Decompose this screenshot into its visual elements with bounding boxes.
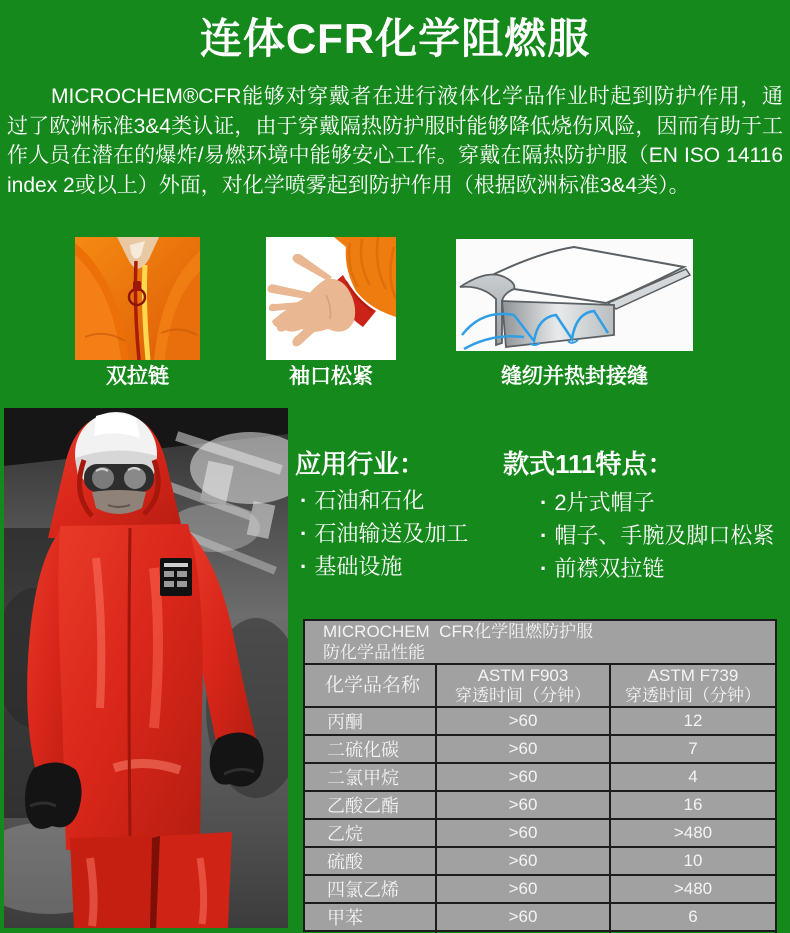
feature-sealed-seam [456,239,693,351]
applications-item: · 石油和石化 [300,488,425,513]
page-title: 连体CFR化学阻燃服 [199,15,591,62]
elastic-cuff-photo [266,237,396,360]
table-title-row [304,620,776,664]
table-row: 二氯甲烷 >60 4 [304,763,776,791]
table-title-line2: 防化学品性能 [323,643,425,662]
style-features-item: · 前襟双拉链 [540,556,665,581]
bullet-dot: · [300,554,308,579]
table-row: 甲苯 >60 6 [304,903,776,931]
column-header-chemical: 化学品名称 [304,664,436,707]
bullet-dot: · [300,521,308,546]
column-header-astm-f739: ASTM F739 穿透时间（分钟） [610,664,776,707]
style-features-list [540,486,774,585]
table-row: 二硫化碳 >60 7 [304,735,776,763]
bullet-dot: · [540,556,548,581]
style-features-item: · 2片式帽子 [540,490,655,515]
applications-item: · 石油输送及加工 [300,521,469,546]
chemical-performance-table [303,619,777,932]
sewn-heat-sealed-seam-diagram [456,239,693,351]
style-features-heading: 款式111特点： [503,449,674,479]
double-zipper-photo [75,237,200,360]
bullet-dot: · [540,523,548,548]
table-title-line1: MICROCHEM CFR化学阻燃防护服 [323,622,594,641]
feature-double-zipper [75,237,200,360]
applications-heading: 应用行业： [295,449,426,479]
table-row: 硫酸 >60 10 [304,847,776,875]
bullet-dot: · [300,488,308,513]
table-row: 乙烷 >60 >480 [304,819,776,847]
bullet-dot: · [540,490,548,515]
worker-in-red-suit-photo [4,408,288,928]
product-intro-paragraph: MICROCHEM®CFR能够对穿戴者在进行液体化学品作业时起到防护作用，通过了欧洲标准3&4类认证，由于穿戴隔热防护服时能够降低烧伤风险，因而有助于工作人员在潜在的爆炸/易燃环境中能够安心工作。穿戴在隔热防护服（EN ISO 14116 index 2或以上）外面，对化学喷雾起到防护作用（根据欧洲标准3&4类）。 [7,85,783,197]
table-row: 四氯乙烯 >60 >480 [304,875,776,903]
table-row: 丙酮 >60 12 [304,707,776,735]
table-row: 乙酸乙酯 >60 16 [304,791,776,819]
table-header-row [304,664,776,707]
feature-caption-double-zipper: 双拉链 [106,365,169,388]
model-photo [4,408,288,933]
applications-list [300,484,468,583]
column-header-astm-f903: ASTM F903 穿透时间（分钟） [436,664,610,707]
feature-caption-sealed-seam: 缝纫并热封接缝 [501,365,648,388]
feature-elastic-cuff [266,237,396,360]
feature-caption-elastic-cuff: 袖口松紧 [289,365,373,388]
style-features-item: · 帽子、手腕及脚口松紧 [540,523,775,548]
applications-item: · 基础设施 [300,554,403,579]
